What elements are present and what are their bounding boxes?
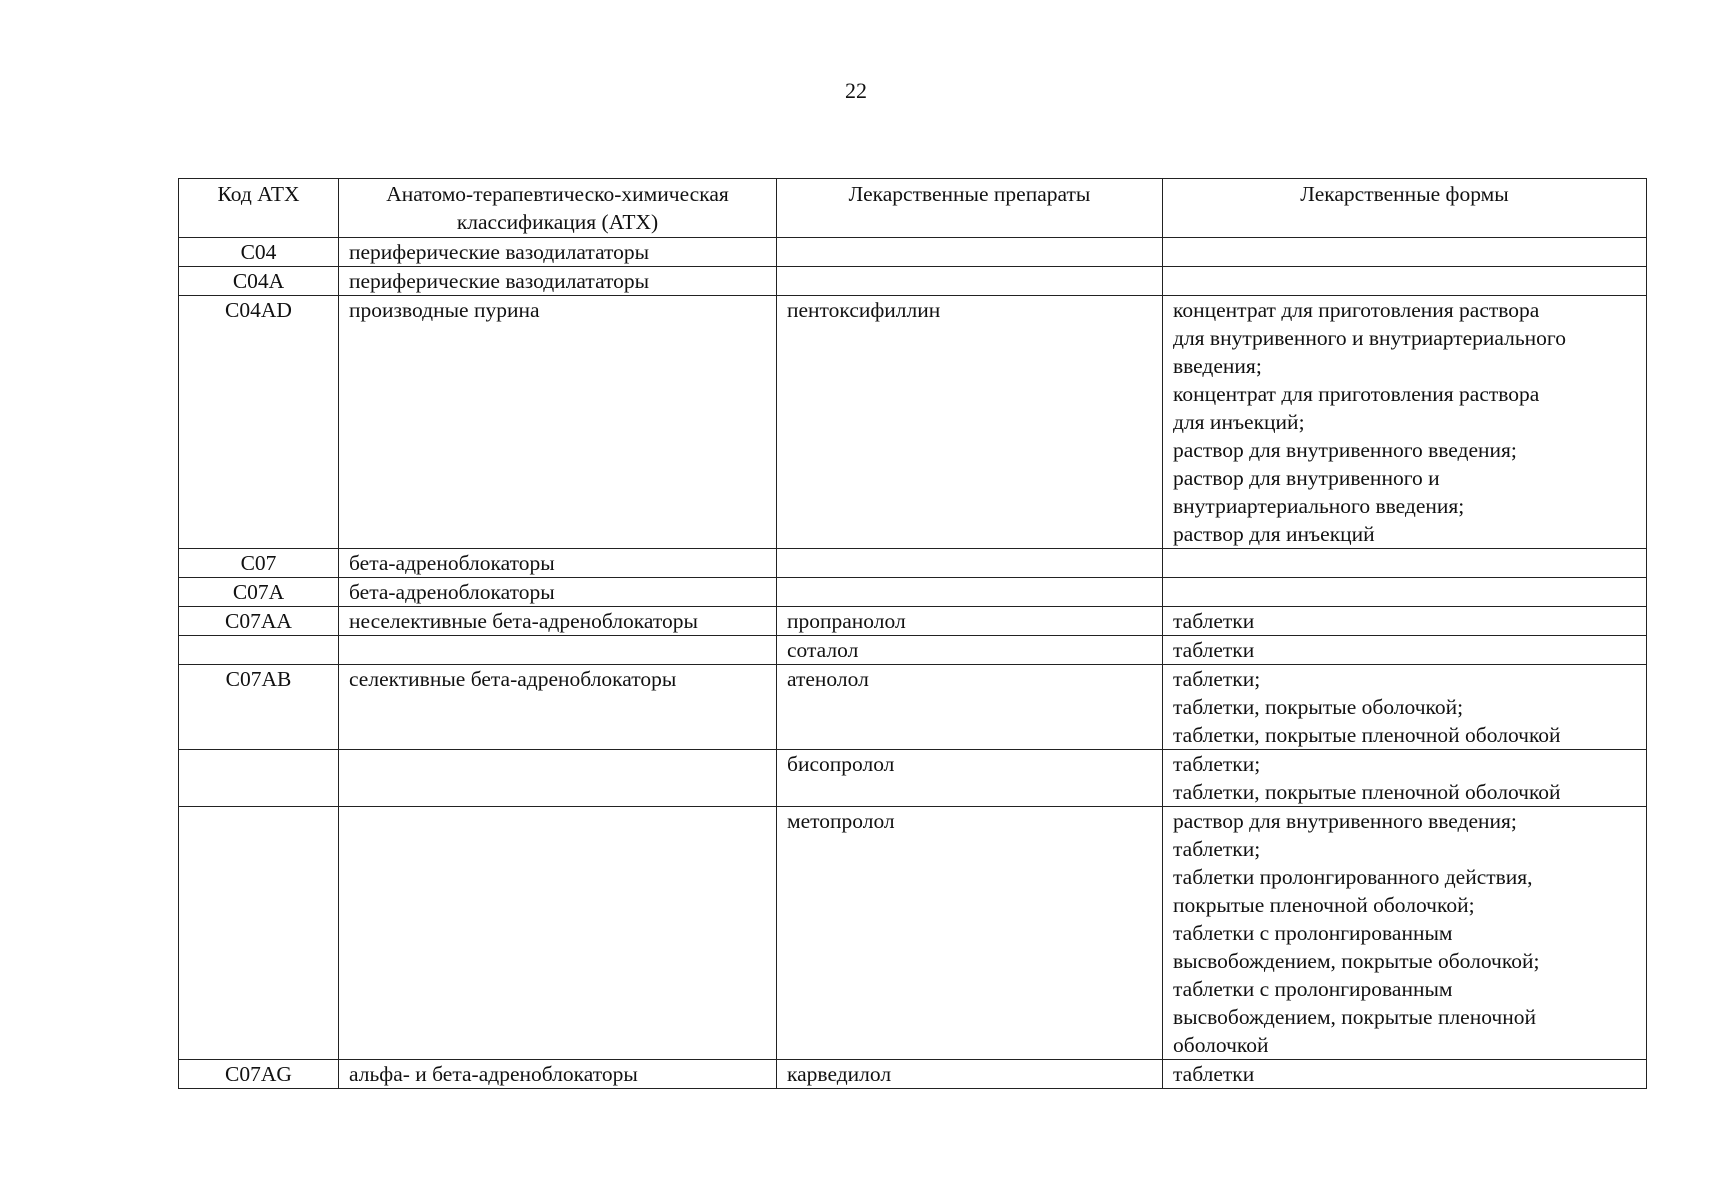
- table-row: [179, 296, 1647, 549]
- cell-atx-code: C07A: [179, 578, 339, 607]
- table-row: [179, 238, 1647, 267]
- table-row: [179, 1060, 1647, 1089]
- cell-classification: селективные бета-адреноблокаторы: [339, 665, 777, 750]
- table-row: [179, 807, 1647, 1060]
- cell-drug: атенолол: [777, 665, 1163, 750]
- cell-atx-code: C04: [179, 238, 339, 267]
- dosage-form-line: таблетки, покрытые пленочной оболочкой: [1173, 780, 1561, 804]
- table-body: [179, 238, 1647, 1089]
- cell-classification: [339, 636, 777, 665]
- cell-dosage-forms: [1163, 636, 1647, 665]
- page-number: 22: [845, 78, 867, 103]
- dosage-form-line: таблетки пролонгированного действия,: [1173, 865, 1533, 889]
- table-row: [179, 607, 1647, 636]
- cell-atx-code: C04AD: [179, 296, 339, 549]
- cell-atx-code: C07: [179, 549, 339, 578]
- dosage-form-line: таблетки с пролонгированным: [1173, 921, 1453, 945]
- cell-classification: неселективные бета-адреноблокаторы: [339, 607, 777, 636]
- cell-atx-code: C04A: [179, 267, 339, 296]
- cell-classification: периферические вазодилататоры: [339, 267, 777, 296]
- cell-dosage-forms: [1163, 807, 1647, 1060]
- cell-dosage-forms: [1163, 549, 1647, 578]
- cell-dosage-forms: [1163, 578, 1647, 607]
- dosage-form-line: таблетки;: [1173, 752, 1261, 776]
- cell-drug: пропранолол: [777, 607, 1163, 636]
- cell-classification: бета-адреноблокаторы: [339, 549, 777, 578]
- atx-table: [178, 178, 1647, 1089]
- dosage-form-line: концентрат для приготовления раствора: [1173, 298, 1540, 322]
- cell-drug: бисопролол: [777, 750, 1163, 807]
- cell-drug: карведилол: [777, 1060, 1163, 1089]
- dosage-form-line: введения;: [1173, 354, 1262, 378]
- table-row: [179, 665, 1647, 750]
- table-row: [179, 549, 1647, 578]
- header-classification: Анатомо-терапевтическо-химическая классификация (АТХ): [339, 179, 777, 238]
- dosage-form-line: таблетки;: [1173, 837, 1261, 861]
- dosage-form-line: раствор для внутривенного введения;: [1173, 438, 1517, 462]
- cell-drug: метопролол: [777, 807, 1163, 1060]
- cell-drug: [777, 238, 1163, 267]
- header-forms: Лекарственные формы: [1163, 179, 1647, 238]
- cell-dosage-forms: [1163, 238, 1647, 267]
- cell-classification: периферические вазодилататоры: [339, 238, 777, 267]
- table-row: [179, 636, 1647, 665]
- dosage-form-line: таблетки с пролонгированным: [1173, 977, 1453, 1001]
- dosage-form-line: внутриартериального введения;: [1173, 494, 1465, 518]
- cell-classification: производные пурина: [339, 296, 777, 549]
- table-header-row: [179, 179, 1647, 238]
- dosage-form-line: высвобождением, покрытые пленочной: [1173, 1005, 1537, 1029]
- cell-dosage-forms: [1163, 607, 1647, 636]
- dosage-form-line: раствор для внутривенного и: [1173, 466, 1440, 490]
- dosage-form-line: таблетки: [1173, 638, 1255, 662]
- dosage-form-line: раствор для внутривенного введения;: [1173, 809, 1517, 833]
- dosage-form-line: таблетки, покрытые оболочкой;: [1173, 695, 1464, 719]
- cell-drug: соталол: [777, 636, 1163, 665]
- header-drugs: Лекарственные препараты: [777, 179, 1163, 238]
- cell-dosage-forms: [1163, 1060, 1647, 1089]
- cell-atx-code: C07AB: [179, 665, 339, 750]
- cell-classification: бета-адреноблокаторы: [339, 578, 777, 607]
- cell-atx-code: C07AA: [179, 607, 339, 636]
- dosage-form-line: таблетки: [1173, 609, 1255, 633]
- dosage-form-line: оболочкой: [1173, 1033, 1269, 1057]
- header-code: Код АТХ: [179, 179, 339, 238]
- table-row: [179, 750, 1647, 807]
- cell-drug: пентоксифиллин: [777, 296, 1163, 549]
- cell-classification: альфа- и бета-адреноблокаторы: [339, 1060, 777, 1089]
- cell-dosage-forms: [1163, 267, 1647, 296]
- cell-dosage-forms: [1163, 296, 1647, 549]
- dosage-form-line: раствор для инъекций: [1173, 522, 1375, 546]
- dosage-form-line: для инъекций;: [1173, 410, 1305, 434]
- dosage-form-line: для внутривенного и внутриартериального: [1173, 326, 1566, 350]
- cell-drug: [777, 549, 1163, 578]
- table-row: [179, 267, 1647, 296]
- dosage-form-line: высвобождением, покрытые оболочкой;: [1173, 949, 1540, 973]
- cell-classification: [339, 807, 777, 1060]
- dosage-form-line: таблетки, покрытые пленочной оболочкой: [1173, 723, 1561, 747]
- cell-dosage-forms: [1163, 665, 1647, 750]
- cell-dosage-forms: [1163, 750, 1647, 807]
- dosage-form-line: таблетки;: [1173, 667, 1261, 691]
- cell-drug: [777, 267, 1163, 296]
- cell-classification: [339, 750, 777, 807]
- table-row: [179, 578, 1647, 607]
- dosage-form-line: таблетки: [1173, 1062, 1255, 1086]
- dosage-form-line: концентрат для приготовления раствора: [1173, 382, 1540, 406]
- cell-atx-code: C07AG: [179, 1060, 339, 1089]
- cell-atx-code: [179, 636, 339, 665]
- dosage-form-line: покрытые пленочной оболочкой;: [1173, 893, 1475, 917]
- cell-atx-code: [179, 750, 339, 807]
- cell-atx-code: [179, 807, 339, 1060]
- cell-drug: [777, 578, 1163, 607]
